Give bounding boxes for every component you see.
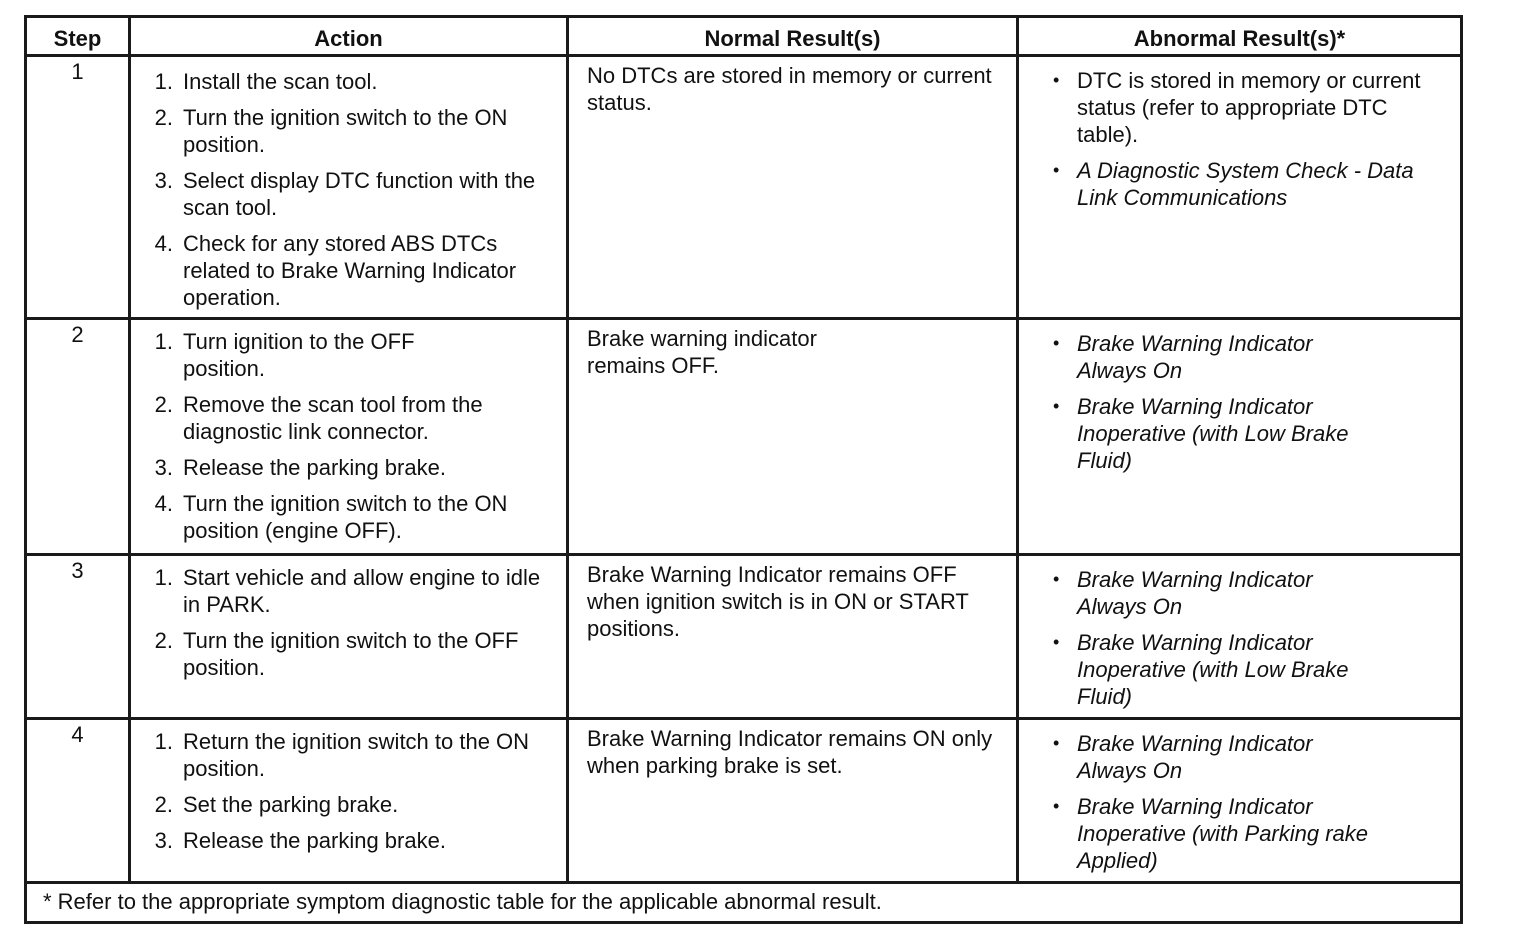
abnormal-list [1039,330,1440,474]
action-number: 2. [154,628,173,653]
action-item [137,68,558,95]
abnormal-item [1039,730,1440,784]
action-item [137,230,558,311]
action-item [137,490,558,544]
action-number: 1. [154,329,173,354]
abnormal-result-cell [1018,319,1462,555]
normal-result-text: Brake warning indicator remains OFF. [587,326,817,378]
abnormal-text: Brake Warning Indicator Always On [1077,567,1313,619]
action-number: 3. [154,828,173,853]
table-row [26,319,1462,555]
header-step: Step [26,17,130,56]
action-item [137,454,558,481]
abnormal-item [1039,67,1440,148]
action-text: Set the parking brake. [183,792,399,817]
action-cell [130,56,568,319]
step-number: 4 [26,719,130,883]
header-normal-results: Normal Result(s) [568,17,1018,56]
action-number: 3. [154,168,173,193]
action-number: 1. [154,69,173,94]
bullet-icon: • [1053,569,1060,589]
bullet-icon: • [1053,70,1060,90]
action-text: Remove the scan tool from the diagnostic link connector. [183,392,483,444]
action-item [137,627,558,681]
action-text: Start vehicle and allow engine to idle in PARK. [183,565,541,617]
diagnostic-table-container [24,15,1460,924]
action-number: 1. [154,729,173,754]
footnote-row [26,883,1462,923]
action-item [137,728,558,782]
abnormal-result-cell [1018,719,1462,883]
footnote: * Refer to the appropriate symptom diagnostic table for the applicable abnormal result. [26,883,1462,923]
step-number: 2 [26,319,130,555]
action-text: Turn the ignition switch to the ON position (engine OFF). [183,491,508,543]
abnormal-item [1039,393,1440,474]
normal-result-cell: Brake Warning Indicator remains OFF when ignition switch is in ON or START positions. [568,555,1018,719]
abnormal-text: A Diagnostic System Check - Data Link Communications [1077,158,1414,210]
header-action: Action [130,17,568,56]
action-number: 4. [154,491,173,516]
abnormal-text: Brake Warning Indicator Inoperative (with Parking rake Applied) [1077,794,1369,873]
abnormal-list [1039,566,1440,710]
action-number: 2. [154,792,173,817]
action-text: Select display DTC function with the scan tool. [183,168,536,220]
abnormal-list [1039,730,1440,874]
action-item [137,328,558,382]
action-cell [130,719,568,883]
action-item [137,391,558,445]
action-cell [130,555,568,719]
abnormal-result-cell [1018,56,1462,319]
action-item [137,791,558,818]
table-row [26,56,1462,319]
action-number: 3. [154,455,173,480]
action-item [137,827,558,854]
bullet-icon: • [1053,160,1060,180]
normal-result-cell: No DTCs are stored in memory or current status. [568,56,1018,319]
action-text: Install the scan tool. [183,69,378,94]
action-text: Release the parking brake. [183,455,446,480]
abnormal-text: Brake Warning Indicator Always On [1077,731,1313,783]
normal-result-cell: Brake Warning Indicator remains ON only when parking brake is set. [568,719,1018,883]
action-list [137,564,558,681]
action-text: Turn the ignition switch to the ON position. [183,105,508,157]
abnormal-item [1039,157,1440,211]
abnormal-text: Brake Warning Indicator Always On [1077,331,1313,383]
action-list [137,68,558,311]
action-list [137,728,558,854]
bullet-icon: • [1053,733,1060,753]
bullet-icon: • [1053,632,1060,652]
action-number: 1. [154,565,173,590]
action-cell [130,319,568,555]
table-row [26,719,1462,883]
action-item [137,564,558,618]
bullet-icon: • [1053,333,1060,353]
step-number: 1 [26,56,130,319]
abnormal-result-cell [1018,555,1462,719]
header-abnormal-results: Abnormal Result(s)* [1018,17,1462,56]
bullet-icon: • [1053,796,1060,816]
bullet-icon: • [1053,396,1060,416]
action-number: 2. [154,105,173,130]
action-list [137,328,558,544]
abnormal-text: DTC is stored in memory or current status (refer to appropriate DTC table). [1077,68,1421,147]
action-text: Turn ignition to the OFF position. [183,329,415,381]
abnormal-text: Brake Warning Indicator Inoperative (with Low Brake Fluid) [1077,630,1349,709]
step-number: 3 [26,555,130,719]
action-text: Turn the ignition switch to the OFF position. [183,628,519,680]
abnormal-item [1039,330,1440,384]
abnormal-item [1039,566,1440,620]
normal-result-cell [568,319,1018,555]
action-text: Release the parking brake. [183,828,446,853]
table-row [26,555,1462,719]
action-number: 2. [154,392,173,417]
header-row [26,17,1462,56]
action-item [137,104,558,158]
abnormal-text: Brake Warning Indicator Inoperative (with Low Brake Fluid) [1077,394,1349,473]
abnormal-item [1039,629,1440,710]
action-text: Check for any stored ABS DTCs related to Brake Warning Indicator operation. [183,231,517,310]
action-number: 4. [154,231,173,256]
diagnostic-table [24,15,1463,924]
abnormal-list [1039,67,1440,211]
abnormal-item [1039,793,1440,874]
action-text: Return the ignition switch to the ON position. [183,729,530,781]
action-item [137,167,558,221]
